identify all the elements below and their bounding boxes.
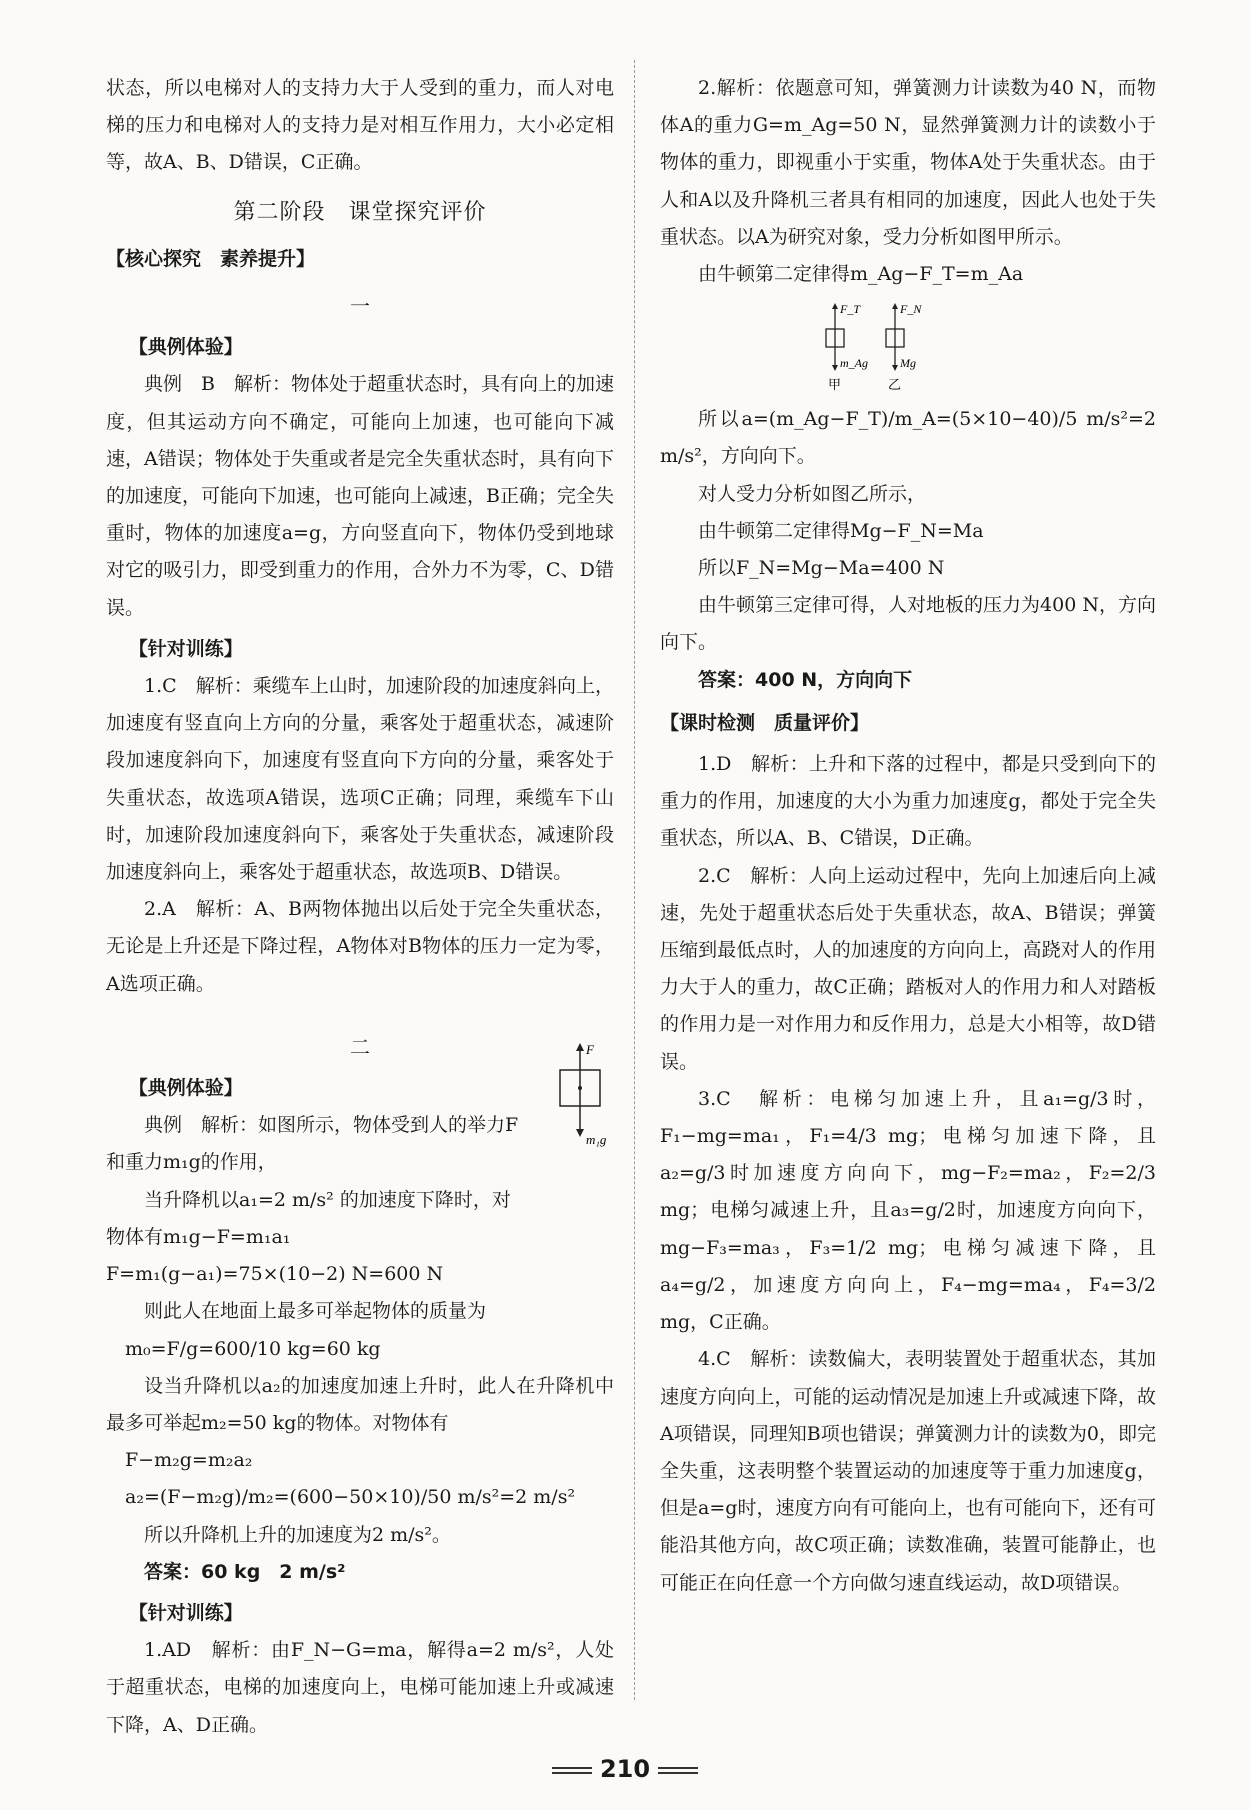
label-FT: F_T bbox=[840, 302, 861, 317]
sec2-answer: 答案：60 kg 2 m/s² bbox=[144, 1560, 346, 1583]
sec2-line-10: a₂=(F−m₂g)/m₂=(600−50×10)/50 m/s²=2 m/s² bbox=[125, 1486, 576, 1509]
label-jia: 甲 bbox=[828, 378, 842, 394]
sec2-line-6: 则此人在地面上最多可举起物体的质量为 bbox=[144, 1300, 487, 1323]
arrowhead-FN bbox=[892, 303, 898, 309]
label-F: F bbox=[586, 1042, 594, 1057]
label-Mg: Mg bbox=[900, 356, 916, 371]
label-FN: F_N bbox=[900, 302, 922, 317]
arrowhead-Mg bbox=[892, 365, 898, 371]
arrowhead-mAg bbox=[832, 365, 838, 371]
arrowhead-FT bbox=[832, 303, 838, 309]
force-up-arrowhead bbox=[576, 1043, 584, 1051]
sec2-line-4: 物体有m₁g−F=m₁a₁ bbox=[106, 1225, 291, 1248]
label-yi: 乙 bbox=[888, 378, 902, 394]
sec2-line-7: m₀=F/g=600/10 kg=60 kg bbox=[125, 1337, 381, 1360]
check-q2: 2.C 解析：人向上运动过程中，先向上加速后向上减速，先处于超重状态后处于失重状态，故A、B错误；弹簧压缩到最低点时，人的加速度的方向向上，高跷对人的作用力大于人的重力，故C正确；踏板对人的作用力和人对踏板的作用力是一对作用力和反作用力，总是大小相等，故D错误。 bbox=[660, 864, 1156, 1073]
right-column bbox=[660, 70, 1156, 1602]
center-dot bbox=[578, 1086, 582, 1090]
section-number-1: 一 bbox=[350, 294, 370, 319]
sec2-training-1: 1.AD 解析：由F_N−G=ma，解得a=2 m/s²，人处于超重状态，电梯的加速度向上，电梯可能加速上升或减速下降，A、D正确。 bbox=[106, 1639, 614, 1736]
typical-heading-1: 【典例体验】 bbox=[128, 336, 243, 359]
sec2-line-2: 和重力m₁g的作用， bbox=[106, 1151, 277, 1174]
check-heading: 【课时检测 质量评价】 bbox=[660, 711, 870, 734]
r-paragraph-5: 由牛顿第二定律得Mg−F_N=Ma bbox=[698, 519, 984, 542]
force-diagram-left bbox=[550, 1040, 620, 1150]
r-paragraph-1: 2.解析：依题意可知，弹簧测力计读数为40 N，而物体A的重力G=m_Ag=50 N，显然弹簧测力计的读数小于物体的重力，即视重小于实重，物体A处于失重状态。由于人和A以及升降机三者具有相同的加速度，因此人也处于失重状态。以A为研究对象，受力分析如图甲所示。 bbox=[660, 77, 1156, 248]
r-paragraph-7: 由牛顿第三定律可得，人对地板的压力为400 N，方向向下。 bbox=[660, 594, 1156, 654]
r-paragraph-6: 所以F_N=Mg−Ma=400 N bbox=[698, 557, 945, 580]
check-q3: 3.C 解析：电梯匀加速上升，且a₁=g/3时，F₁−mg=ma₁，F₁=4/3 mg；电梯匀加速下降，且a₂=g/3时加速度方向向下，mg−F₂=ma₂，F₂=2/3 mg；电梯匀减速上升，且a₃=g/2时，加速度方向向下，mg−F₃=ma₃，F₃=1/2 mg；电梯匀减速下降，且a₄=g/2，加速度方向向上，F₄−mg=ma₄，F₄=3/2 mg，C正确。 bbox=[660, 1087, 1156, 1334]
force-diagrams-jia-yi bbox=[660, 301, 1156, 393]
training-heading-1: 【针对训练】 bbox=[128, 637, 243, 660]
sec2-line-9: F−m₂g=m₂a₂ bbox=[125, 1449, 253, 1472]
core-heading: 【核心探究 素养提升】 bbox=[106, 247, 316, 270]
r-answer: 答案：400 N，方向向下 bbox=[698, 668, 913, 691]
r-paragraph-2: 由牛顿第二定律得m_Ag−F_T=m_Aa bbox=[698, 263, 1024, 286]
label-m1g: m₁g bbox=[586, 1132, 607, 1147]
left-column bbox=[106, 70, 614, 1744]
sec2-line-8: 设当升降机以a₂的加速度加速上升时，此人在升降机中最多可举起m₂=50 kg的物体。对物体有 bbox=[106, 1374, 614, 1434]
training-item-1: 1.C 解析：乘缆车上山时，加速阶段的加速度斜向上，加速度有竖直向上方向的分量，乘客处于超重状态，减速阶段加速度斜向下，加速度有竖直向下方向的分量，乘客处于失重状态，故选项A错误，选项C正确；同理，乘缆车下山时，加速阶段加速度斜向下，乘客处于失重状态，减速阶段加速度斜向上，乘客处于超重状态，故选项B、D错误。 bbox=[106, 675, 614, 884]
sec2-line-11: 所以升降机上升的加速度为2 m/s²。 bbox=[144, 1523, 451, 1546]
section-number-2: 二 bbox=[350, 1034, 370, 1059]
typical-heading-2: 【典例体验】 bbox=[128, 1077, 243, 1100]
stage-title: 第二阶段 课堂探究评价 bbox=[233, 199, 487, 225]
intro-paragraph: 状态，所以电梯对人的支持力大于人受到的重力，而人对电梯的压力和电梯对人的支持力是对相互作用力，大小必定相等，故A、B、D错误，C正确。 bbox=[106, 77, 614, 174]
force-diagrams-svg bbox=[810, 301, 1010, 393]
sec2-line-5: F=m₁(g−a₁)=75×(10−2) N=600 N bbox=[106, 1263, 444, 1286]
check-q1: 1.D 解析：上升和下落的过程中，都是只受到向下的重力的作用，加速度的大小为重力加速度g，都处于完全失重状态，所以A、B、C错误，D正确。 bbox=[660, 753, 1156, 850]
sec2-line-1: 典例 解析：如图所示，物体受到人的举力F bbox=[144, 1114, 519, 1137]
sec2-line-3: 当升降机以a₁=2 m/s² 的加速度下降时，对 bbox=[144, 1188, 511, 1211]
typical-text-1: 典例 B 解析：物体处于超重状态时，具有向上的加速度，但其运动方向不确定，可能向上加速，也可能向下减速，A错误；物体处于失重或者是完全失重状态时，具有向下的加速度，可能向下加速，也可能向上减速，B正确；完全失重时，物体的加速度a=g，方向竖直向下，物体仍受到地球对它的吸引力，即受到重力的作用，合外力不为零，C、D错误。 bbox=[106, 373, 614, 619]
footer-rule-left bbox=[552, 1767, 592, 1774]
label-mAg: m_Ag bbox=[840, 356, 868, 371]
training-heading-2: 【针对训练】 bbox=[128, 1601, 243, 1624]
force-down-arrowhead bbox=[576, 1129, 584, 1137]
footer-rule-right bbox=[658, 1767, 698, 1774]
column-divider bbox=[634, 60, 635, 1700]
training-item-2: 2.A 解析：A、B两物体抛出以后处于完全失重状态，无论是上升还是下降过程，A物体对B物体的压力一定为零，A选项正确。 bbox=[106, 898, 614, 995]
check-q4: 4.C 解析：读数偏大，表明装置处于超重状态，其加速度方向向上，可能的运动情况是加速上升或减速下降，故A项错误，同理知B项也错误；弹簧测力计的读数为0，即完全失重，这表明整个装置运动的加速度等于重力加速度g，但是a=g时，速度方向有可能向上，也有可能向下，还有可能沿其他方向，故C项正确；读数准确，装置可能静止，也可能正在向任意一个方向做匀速直线运动，故D项错误。 bbox=[660, 1348, 1156, 1594]
page-number: 210 bbox=[599, 1755, 651, 1783]
r-paragraph-4: 对人受力分析如图乙所示， bbox=[698, 482, 927, 505]
r-paragraph-3: 所以a=(m_Ag−F_T)/m_A=(5×10−40)/5 m/s²=2 m/s²，方向向下。 bbox=[660, 408, 1156, 468]
page-footer bbox=[0, 1755, 1250, 1783]
